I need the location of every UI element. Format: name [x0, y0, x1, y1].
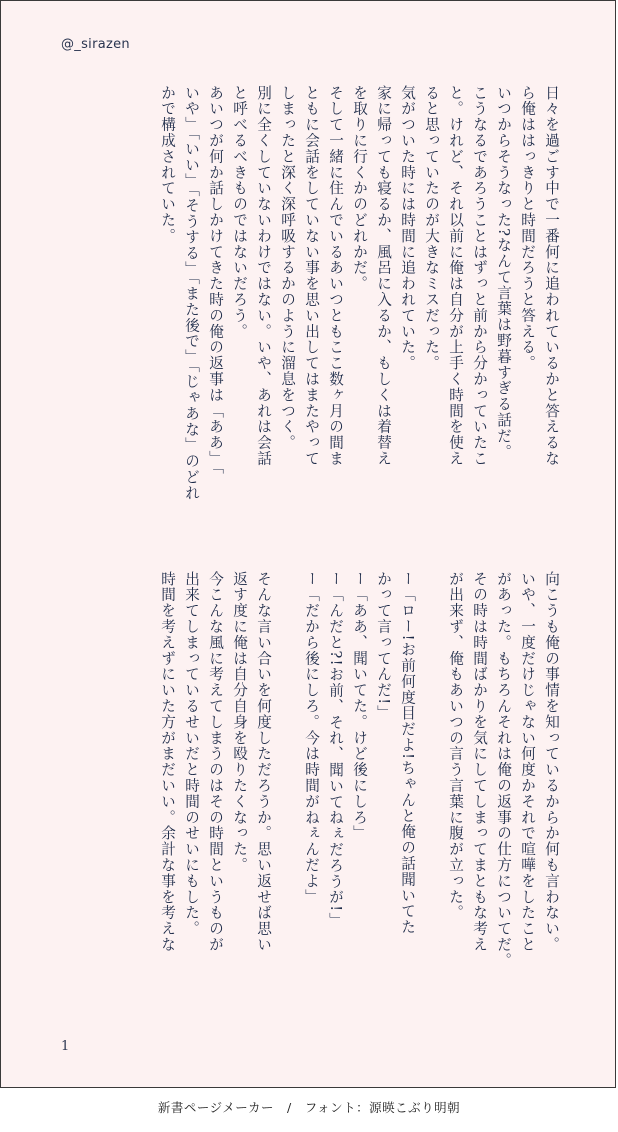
text-line: 気がついた時には時間に追われていた。	[399, 85, 416, 372]
text-line	[275, 571, 299, 1011]
text-line: かで構成されていた。	[159, 85, 176, 244]
text-line: ると思っていたのが大きなミスだった。	[423, 85, 440, 372]
text-line: そして一緒に住んでいるあいつともここ数ヶ月の間ま	[327, 85, 344, 467]
text-line: を取りに行くかのどれかだ。	[351, 85, 368, 292]
text-line: があった。もちろんそれは俺の返事の仕方についてだ。	[495, 571, 512, 969]
text-line: と呼べるべきものではないだろう。	[231, 85, 248, 340]
text-line: ー「だから後にしろ。今は時間がねぇんだよ」	[303, 571, 320, 905]
text-line: と。けれど、それ以前に俺は自分が上手く時間を使え	[447, 85, 464, 467]
text-line: 出来てしまっているせいだと時間のせいにもした。	[183, 571, 200, 937]
text-line: いや」「いい」「そうする」「また後で」「じゃあな」のどれ	[183, 85, 200, 501]
text-line: 時間を考えずにいた方がまだいい。余計な事を考えな	[159, 571, 176, 953]
text-block-bottom	[155, 571, 563, 1011]
text-line: ー「んだと?!お前、それ、聞いてねぇだろうが!」	[327, 571, 344, 929]
text-line: かって言ってんだ!」	[375, 571, 392, 722]
text-line: 日々を過ごす中で一番何に追われているかと答えるな	[543, 85, 560, 467]
text-line: ー「ああ、聞いてた。けど後にしろ」	[351, 571, 368, 842]
text-block-top	[155, 85, 563, 525]
text-line: あいつが何か話しかけてきた時の俺の返事は「ああ」「	[207, 85, 224, 476]
text-line: 向こうも俺の事情を知っているからか何も言わない。	[543, 571, 560, 953]
author-handle: @_sirazen	[61, 37, 130, 52]
text-line: ー「ロー!お前何度目だよ!ちゃんと俺の話聞いてた	[399, 571, 416, 936]
text-line: 家に帰っても寝るか、風呂に入るか、もしくは着替え	[375, 85, 392, 467]
text-line	[419, 571, 443, 1011]
text-line: いつからそうなった?なんて言葉は野暮すぎる話だ。	[495, 85, 512, 460]
text-line: ともに会話をしていない事を思い出してはまたやって	[303, 85, 320, 467]
text-line: ら俺ははっきりと時間だろうと答える。	[519, 85, 536, 372]
text-line: が出来ず、俺もあいつの言う言葉に腹が立った。	[447, 571, 464, 921]
text-line: その時は時間ばかりを気にしてしまってまともな考え	[471, 571, 488, 953]
page-number: 1	[61, 1039, 70, 1054]
text-line: 今こんな風に考えてしまうのはその時間というものが	[207, 571, 224, 953]
text-line: そんな言い合いを何度しただろうか。思い返せば思い	[255, 571, 272, 953]
text-line: こうなるであろうことはずっと前から分かっていたこ	[471, 85, 488, 467]
footer-credit: 新書ページメーカー / フォント：源暎こぶり明朝	[157, 1100, 461, 1115]
text-line: 別に全くしていないわけではない。いや、あれは会話	[255, 85, 272, 467]
text-line: いや、一度だけじゃない何度かそれで喧嘩をしたこと	[519, 571, 536, 953]
text-line: しまったと深く深呼吸するかのように溜息をつく。	[279, 85, 296, 451]
text-line: 返す度に俺は自分自身を殴りたくなった。	[231, 571, 248, 874]
